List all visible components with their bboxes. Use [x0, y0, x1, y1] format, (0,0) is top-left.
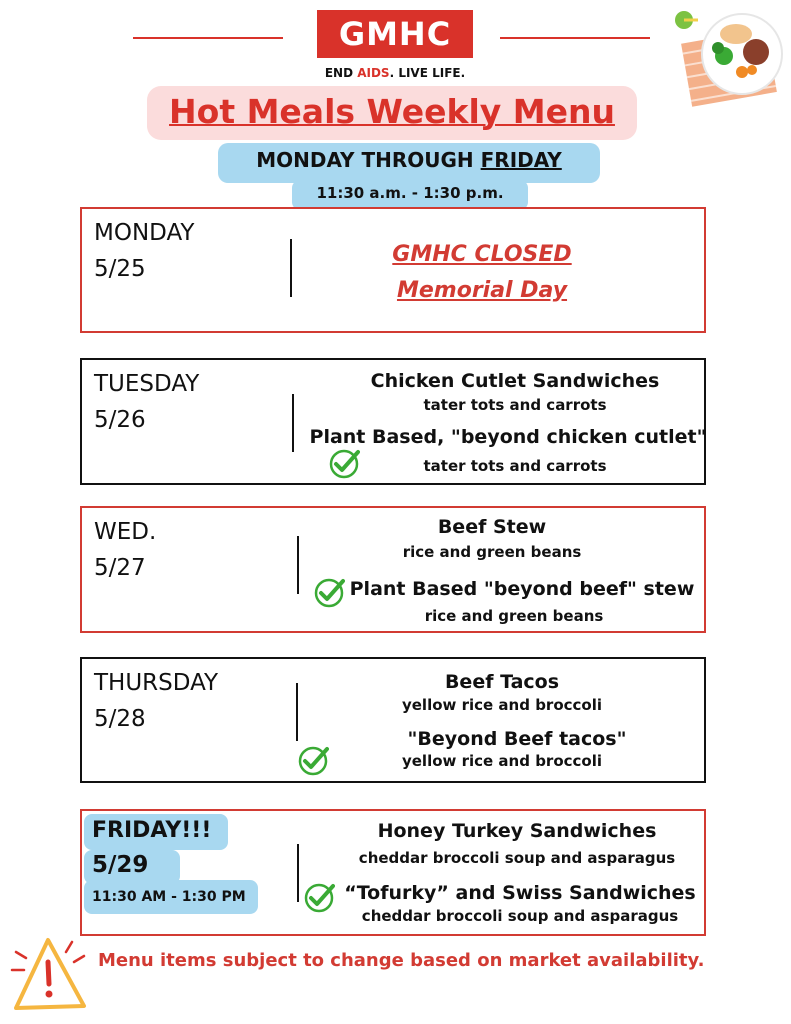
thursday-box	[80, 657, 706, 783]
meal-main: Beef Stew	[437, 516, 547, 538]
meal-side: yellow rice and broccoli	[401, 752, 603, 770]
warning-icon	[8, 932, 94, 1016]
meal-side: tater tots and carrots	[423, 396, 607, 414]
meal-main: Honey Turkey Sandwiches	[377, 820, 657, 842]
green-check-icon	[297, 745, 329, 777]
availability-note: Menu items subject to change based on market availability.	[98, 950, 705, 971]
day-name: FRIDAY!!!	[92, 818, 212, 843]
monday-box	[80, 207, 706, 333]
divider	[290, 239, 292, 297]
meal-plant-based: Plant Based, "beyond chicken cutlet"	[309, 426, 707, 448]
friday-box	[80, 809, 706, 936]
wednesday-box	[80, 506, 706, 633]
page-title: Hot Meals Weekly Menu	[169, 92, 615, 131]
closed-notice: GMHC CLOSED Memorial Day	[392, 242, 572, 303]
day-label: THURSDAY 5/28	[94, 670, 219, 732]
meal-main: Chicken Cutlet Sandwiches	[370, 370, 660, 392]
meal-side: tater tots and carrots	[423, 457, 607, 475]
header-rule-left	[133, 37, 283, 39]
meal-side: rice and green beans	[402, 543, 582, 561]
green-check-icon	[328, 448, 360, 480]
divider	[296, 683, 298, 741]
header-rule-right	[500, 37, 650, 39]
divider	[297, 536, 299, 594]
meal-side: cheddar broccoli soup and asparagus	[358, 849, 676, 867]
tuesday-box	[80, 358, 706, 485]
tagline: END AIDS. LIVE LIFE.	[324, 66, 466, 80]
meal-plant-based: Plant Based "beyond beef" stew	[349, 578, 695, 600]
divider	[297, 844, 299, 902]
subtitle: MONDAY THROUGH FRIDAY	[256, 148, 562, 172]
hours: 11:30 a.m. - 1:30 p.m.	[316, 184, 504, 202]
meal-side: cheddar broccoli soup and asparagus	[361, 907, 679, 925]
food-plate-icon	[668, 6, 784, 108]
friday-hours: 11:30 AM - 1:30 PM	[92, 889, 246, 905]
meal-side: rice and green beans	[424, 607, 604, 625]
day-label: WED. 5/27	[94, 519, 157, 581]
meal-plant-based: “Tofurky” and Swiss Sandwiches	[344, 882, 696, 904]
gmhc-logo: GMHC	[317, 10, 473, 58]
meal-side: yellow rice and broccoli	[401, 696, 603, 714]
meal-plant-based: "Beyond Beef tacos"	[407, 728, 627, 750]
day-label: MONDAY 5/25	[94, 220, 195, 282]
meal-main: Beef Tacos	[444, 671, 560, 693]
day-date: 5/29	[92, 852, 149, 878]
day-label: TUESDAY 5/26	[94, 371, 200, 433]
green-check-icon	[303, 882, 335, 914]
green-check-icon	[313, 577, 345, 609]
